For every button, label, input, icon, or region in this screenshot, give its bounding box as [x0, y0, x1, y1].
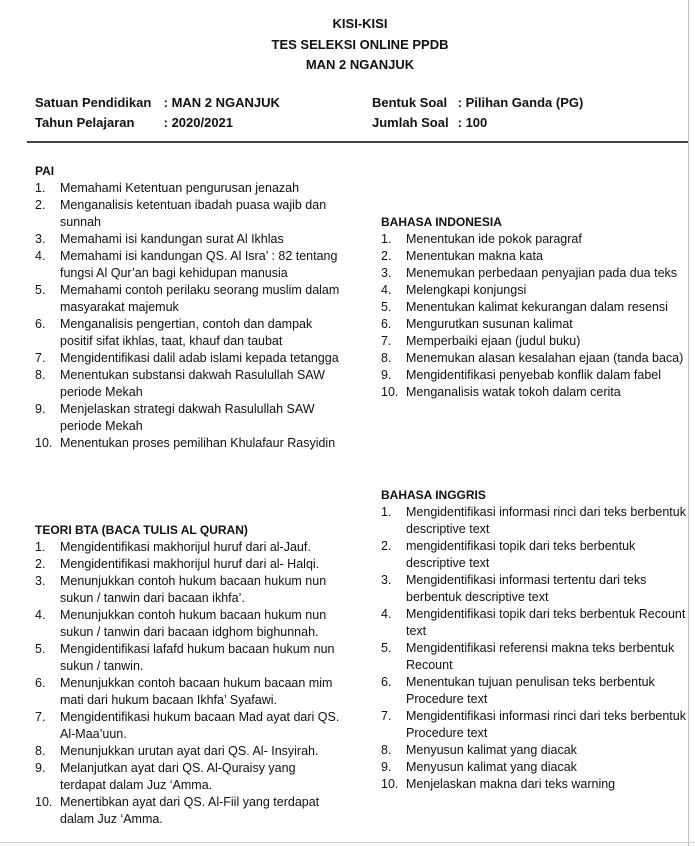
list-item: 5. Mengidentifikasi lafafd hukum bacaan hukum nun sukun / tanwin. — [35, 642, 335, 673]
list-item: 1. Menentukan ide pokok paragraf — [381, 232, 582, 246]
list-item: 6. Menganalisis pengertian, contoh dan dampak positif sifat ikhlas, taat, khauf dan taubat — [35, 317, 313, 348]
list-item: 1. Memahami Ketentuan pengurusan jenazah — [35, 181, 300, 195]
bta-list — [35, 539, 341, 828]
page-border-bottom — [0, 842, 695, 843]
meta-jumlah — [372, 114, 487, 131]
list-item: 4. Melengkapi konjungsi — [381, 283, 527, 297]
list-item: 2. Mengidentifikasi makhorijul huruf dari al- Halqi. — [35, 557, 320, 571]
meta-tahun-value: : 2020/2021 — [163, 115, 234, 130]
meta-jumlah-value: : 100 — [457, 115, 488, 130]
list-item: 9. Mengidentifikasi penyebab konflik dalam fabel — [381, 368, 662, 382]
list-item: 7. Mengidentifikasi informasi rinci dari teks berbentuk Procedure text — [381, 709, 686, 740]
page-border-right — [688, 0, 689, 846]
section-pai-heading: PAI — [35, 164, 55, 178]
section-bing-heading: BAHASA INGGRIS — [381, 488, 486, 502]
list-item: 7. Mengidentifikasi dalil adab islami kepada tetangga — [35, 351, 339, 365]
meta-bentuk-value: : Pilihan Ganda (PG) — [457, 95, 584, 110]
doc-subtitle: TES SELEKSI ONLINE PPDB — [271, 37, 449, 52]
meta-tahun — [35, 114, 233, 131]
list-item: 3. Menemukan perbedaan penyajian pada dua teks — [381, 266, 678, 280]
doc-title: KISI-KISI — [332, 16, 388, 31]
list-item: 9. Menjelaskan strategi dakwah Rasulullah SAW periode Mekah — [35, 402, 315, 433]
list-item: 10. Menjelaskan makna dari teks warning — [381, 777, 616, 791]
pai-list — [35, 180, 341, 452]
list-item: 3. Memahami isi kandungan surat Al Ikhlas — [35, 232, 284, 246]
list-item: 5. Memahami contoh perilaku seorang muslim dalam masyarakat majemuk — [35, 283, 340, 314]
list-item: 2. Menganalisis ketentuan ibadah puasa wajib dan sunnah — [35, 198, 327, 229]
list-item: 7. Memperbaiki ejaan (judul buku) — [381, 334, 581, 348]
list-item: 6. Menentukan tujuan penulisan teks berbentuk Procedure text — [381, 675, 655, 706]
meta-bentuk-label: Bentuk Soal — [372, 95, 448, 110]
list-item: 7. Mengidentifikasi hukum bacaan Mad ayat dari QS. Al-Maa’uun. — [35, 710, 340, 741]
meta-jumlah-label: Jumlah Soal — [372, 115, 449, 130]
list-item: 10. Menertibkan ayat dari QS. Al-Fiil yang terdapat dalam Juz ‘Amma. — [35, 795, 320, 826]
list-item: 10. Menentukan proses pemilihan Khulafaur Rasyidin — [35, 436, 336, 450]
meta-satuan — [35, 94, 280, 111]
section-bindo-heading: BAHASA INDONESIA — [381, 215, 502, 229]
doc-school: MAN 2 NGANJUK — [305, 57, 415, 72]
list-item: 3. Mengidentifikasi informasi tertentu dari teks berbentuk descriptive text — [381, 573, 647, 604]
list-item: 4. Mengidentifikasi topik dari teks berbentuk Recount text — [381, 607, 686, 638]
list-item: 6. Menunjukkan contoh bacaan hukum bacaan mim mati dari hukum bacaan Ikhfa’ Syafawi. — [35, 676, 333, 707]
list-item: 5. Mengidentifikasi referensi makna teks berbentuk Recount — [381, 641, 675, 672]
list-item: 2. mengidentifikasi topik dari teks berbentuk descriptive text — [381, 539, 636, 570]
list-item: 4. Memahami isi kandungan QS. Al Isra’ : 82 tentang fungsi Al Qur’an bagi kehidupan manusia — [35, 249, 338, 280]
bing-list — [381, 504, 686, 793]
bindo-list — [381, 231, 686, 401]
list-item: 2. Menentukan makna kata — [381, 249, 543, 263]
list-item: 3. Menunjukkan contoh hukum bacaan hukum nun sukun / tanwin dari bacaan ikhfa’. — [35, 574, 327, 605]
list-item: 8. Menentukan substansi dakwah Rasulullah SAW periode Mekah — [35, 368, 325, 399]
list-item: 8. Menyusun kalimat yang diacak — [381, 743, 577, 757]
list-item: 8. Menemukan alasan kesalahan ejaan (tanda baca) — [381, 351, 684, 365]
section-bta-heading: TEORI BTA (BACA TULIS AL QURAN) — [35, 523, 248, 537]
list-item: 6. Mengurutkan susunan kalimat — [381, 317, 573, 331]
list-item: 1. Mengidentifikasi informasi rinci dari teks berbentuk descriptive text — [381, 505, 686, 536]
list-item: 1. Mengidentifikasi makhorijul huruf dari al-Jauf. — [35, 540, 311, 554]
meta-satuan-label: Satuan Pendidikan — [35, 95, 152, 110]
list-item: 5. Menentukan kalimat kekurangan dalam resensi — [381, 300, 668, 314]
header-divider — [27, 141, 688, 143]
list-item: 8. Menunjukkan urutan ayat dari QS. Al- Insyirah. — [35, 744, 319, 758]
list-item: 10. Menganalisis watak tokoh dalam cerita — [381, 385, 621, 399]
meta-tahun-label: Tahun Pelajaran — [35, 115, 135, 130]
meta-bentuk — [372, 94, 583, 111]
list-item: 9. Menyusun kalimat yang diacak — [381, 760, 577, 774]
list-item: 4. Menunjukkan contoh hukum bacaan hukum nun sukun / tanwin dari bacaan idghom bighunnah. — [35, 608, 327, 639]
meta-satuan-value: : MAN 2 NGANJUK — [163, 95, 280, 110]
list-item: 9. Melanjutkan ayat dari QS. Al-Quraisy yang terdapat dalam Juz ‘Amma. — [35, 761, 296, 792]
